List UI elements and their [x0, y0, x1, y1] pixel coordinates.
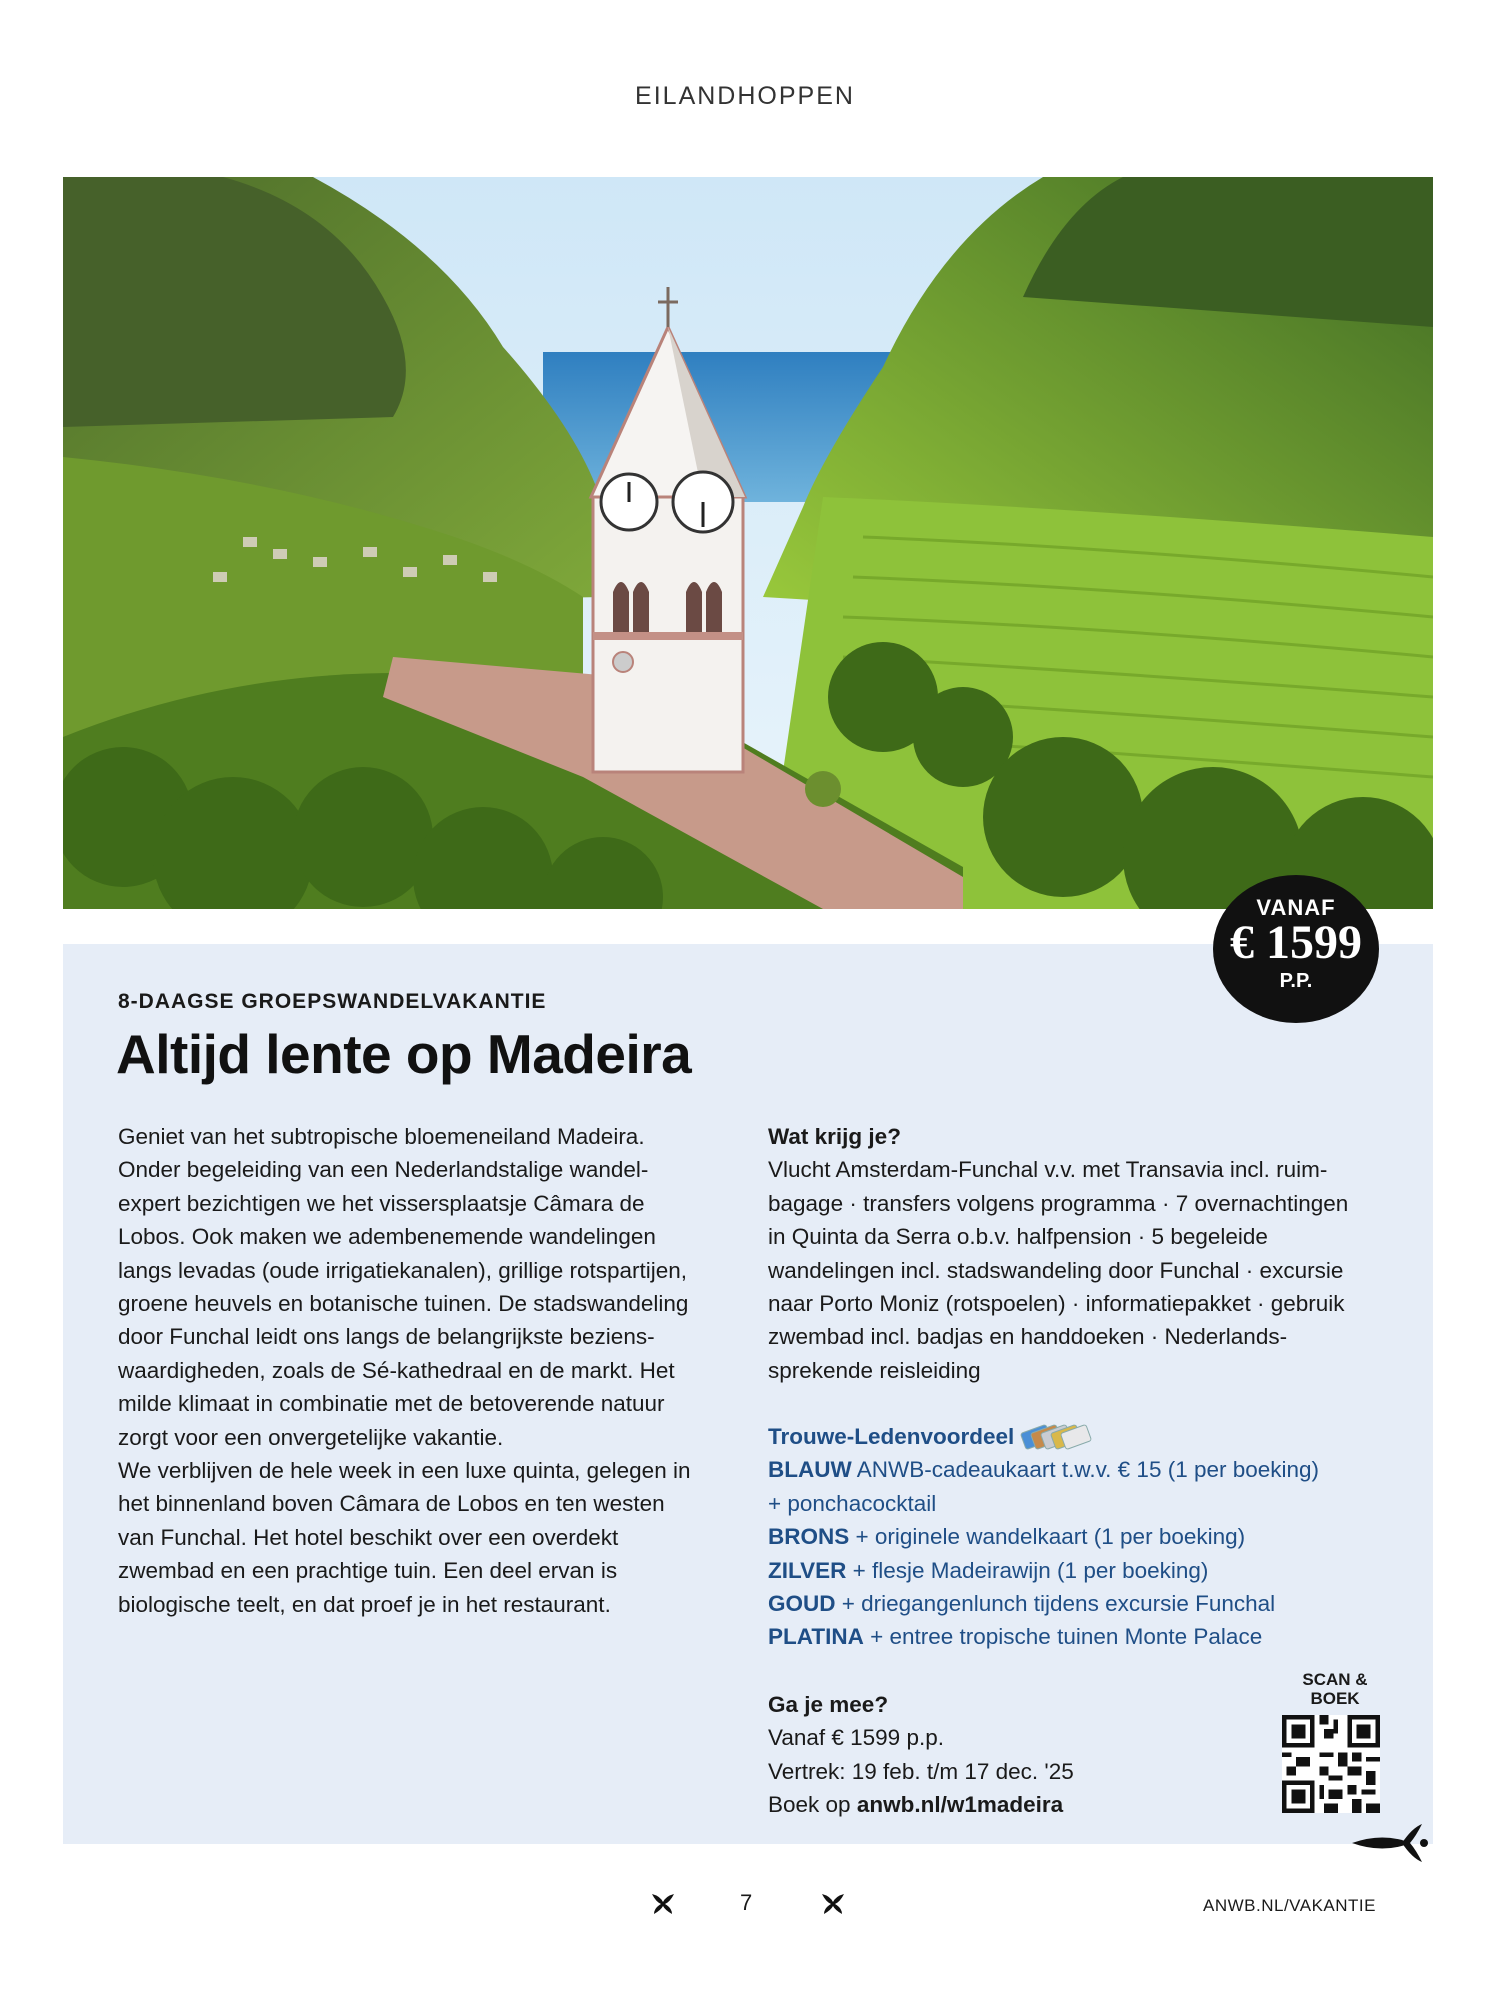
benefit-row-blauw: BLAUW ANWB-cadeaukaart t.w.v. € 15 (1 per boeking): [768, 1457, 1320, 1483]
booking-section: [768, 1688, 1288, 1822]
hero-photo: [63, 177, 1433, 909]
included-heading: Wat krijg je?: [768, 1124, 901, 1149]
body-paragraph: We verblijven de hele week in een luxe quinta, gelegen in het binnenland boven Câmara de Lobos en ten westen van Funchal. Het hotel beschikt over een overdekt zwembad en een prachtige tuin. Een deel ervan is biologische teelt, en dat proef je in het restaurant.: [118, 1458, 691, 1617]
benefit-row-blauw-extra: + ponchacocktail: [768, 1490, 937, 1516]
booking-departure: Vertrek: 19 feb. t/m 17 dec. '25: [768, 1758, 1074, 1784]
benefit-row-zilver: ZILVER + flesje Madeirawijn (1 per boeking): [768, 1557, 1209, 1583]
booking-price: Vanaf € 1599 p.p.: [768, 1725, 944, 1751]
badge-from-label: VANAF: [1256, 895, 1336, 920]
included-text: Vlucht Amsterdam-Funchal v.v. met Transavia incl. ruim- bagage · transfers volgens programma · 7 overnachtingen in Quinta da Serra o.b.v. halfpension · 5 begeleide wandelingen incl. stadswandeling door Funchal · excursie naar Porto Moniz (rotspoelen) · informatiepakket · gebruik zwembad incl. badjas en handdoeken · Nederlands- sprekende reisleiding: [768, 1157, 1349, 1383]
section-label: EILANDHOPPEN: [635, 82, 855, 110]
page-number: 7: [740, 1890, 753, 1915]
footer-url: ANWB.NL/VAKANTIE: [1203, 1896, 1376, 1915]
fleur-icon: [820, 1890, 846, 1916]
benefit-row-goud: GOUD + driegangenlunch tijdens excursie Funchal: [768, 1591, 1276, 1617]
article-body: [118, 1120, 728, 1621]
badge-per-person: P.P.: [1279, 970, 1313, 992]
booking-link[interactable]: anwb.nl/w1madeira: [856, 1792, 1064, 1818]
member-cards-icon: [1022, 1424, 1092, 1450]
article-title: Altijd lente op Madeira: [116, 1023, 692, 1085]
body-paragraph: Geniet van het subtropische bloemeneiland Madeira. Onder begeleiding van een Nederlandstalige wandel- expert bezichtigen we het vissersplaatsje Câmara de Lobos. Ook maken we adembenemende wandelingen langs levadas (oude irrigatiekanalen), grillige rotspartijen, groene heuvels en botanische tuinen. De stadswandeling door Funchal leidt ons langs de belangrijkste beziens- waardigheden, zoals de Sé-kathedraal en de markt. Het milde klimaat in combinatie met de betoverende natuur zorgt voor een onvergetelijke vakantie.: [118, 1124, 689, 1450]
article-kicker: 8-DAAGSE GROEPSWANDELVAKANTIE: [118, 990, 547, 1013]
arrow-icon: [1350, 1818, 1430, 1868]
badge-price: € 1599: [1230, 916, 1362, 969]
benefit-row-brons: BRONS + originele wandelkaart (1 per boeking): [768, 1524, 1246, 1550]
price-badge: [1213, 875, 1379, 1023]
booking-line: Boek op anwb.nl/w1madeira: [768, 1792, 1064, 1818]
benefits-heading: Trouwe-Ledenvoordeel: [768, 1420, 1408, 1453]
fleur-icon: [650, 1890, 676, 1916]
member-benefits: [768, 1420, 1408, 1654]
qr-code[interactable]: [1282, 1715, 1380, 1813]
scan-label: SCAN & BOEK: [1302, 1670, 1368, 1708]
included-section: [768, 1120, 1408, 1387]
booking-heading: Ga je mee?: [768, 1692, 889, 1717]
benefit-row-platina: PLATINA + entree tropische tuinen Monte Palace: [768, 1624, 1263, 1650]
